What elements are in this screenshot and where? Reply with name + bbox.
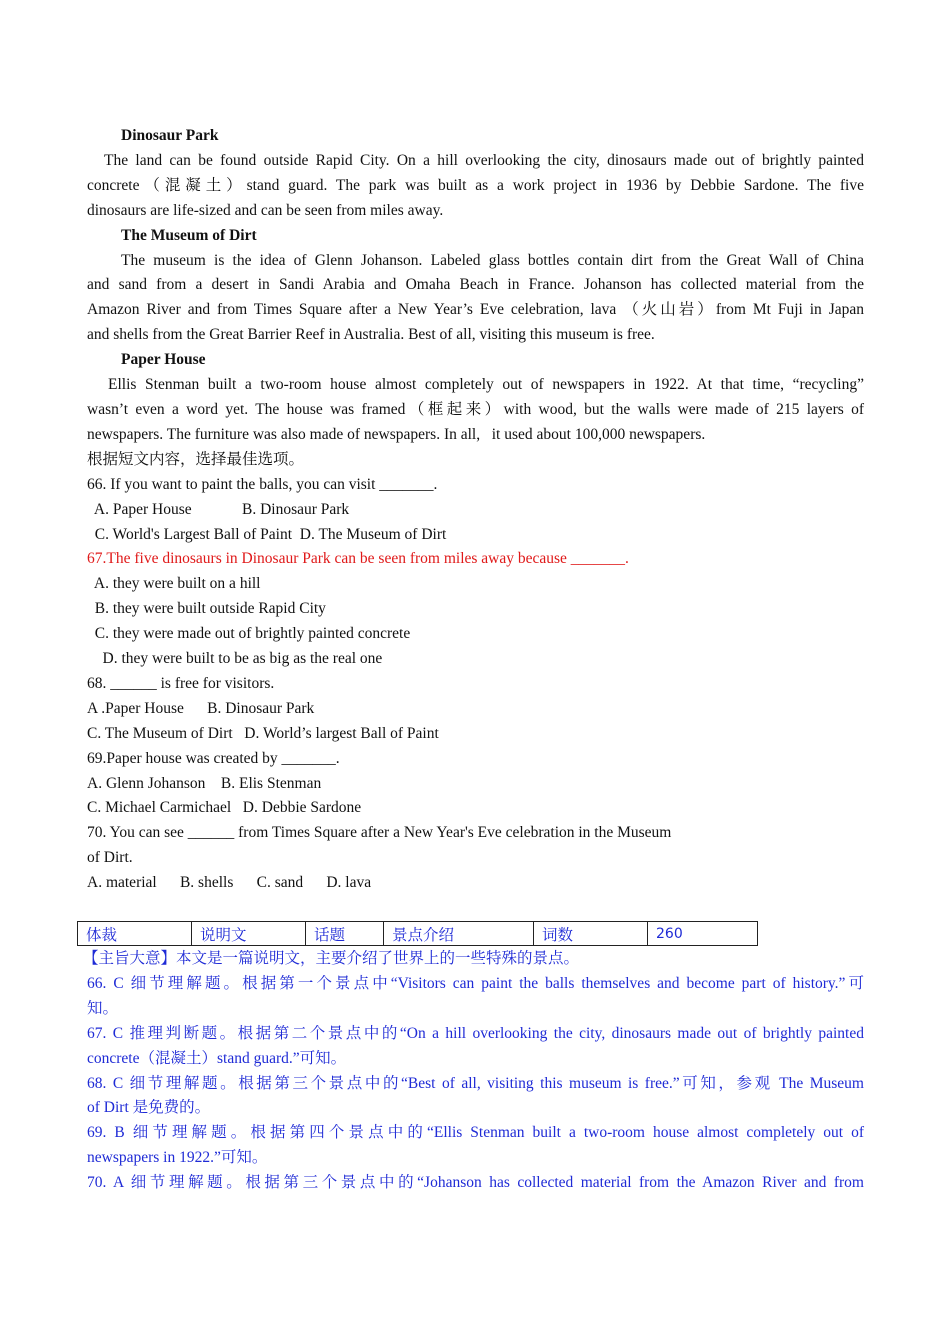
passage-line: and shells from the Great Barrier Reef in Australia. Best of all, visiting this museum is free. bbox=[87, 326, 655, 344]
passage-line: dinosaurs are life-sized and can be seen from miles away. bbox=[87, 201, 444, 219]
question-66: 66. If you want to paint the balls, you can visit _______. bbox=[87, 475, 438, 493]
answer-66: 66. C 细节理解题。根据第一个景点中“Visitors can paint the balls themselves and become part of history.”可 bbox=[87, 974, 864, 992]
answer-68: of Dirt 是免费的。 bbox=[87, 1099, 211, 1117]
passage-line: and sand from a desert in Sandi Arabia and Omaha Beach in France. Johanson has collected material from the bbox=[87, 276, 864, 294]
table-cell-topic-label: 话题 bbox=[306, 922, 384, 946]
table-cell-topic-value: 景点介绍 bbox=[384, 922, 534, 946]
question-67-option: B. they were built outside Rapid City bbox=[87, 600, 326, 618]
passage-line: Ellis Stenman built a two-room house almost completely out of newspapers in 1922. At that time, “recycling” bbox=[108, 376, 864, 394]
passage-info-table bbox=[77, 921, 758, 946]
answer-67: concrete（混凝土）stand guard.”可知。 bbox=[87, 1049, 347, 1067]
passage-line: The land can be found outside Rapid City. On a hill overlooking the city, dinosaurs made out of brightly painted bbox=[104, 151, 864, 169]
answer-67: 67. C 推理判断题。根据第二个景点中的“On a hill overlooking the city, dinosaurs made out of brightly painted bbox=[87, 1024, 864, 1042]
answer-analysis bbox=[83, 947, 864, 1196]
instruction: 根据短文内容，选择最佳选项。 bbox=[87, 450, 305, 468]
question-67-option: C. they were made out of brightly painted concrete bbox=[87, 625, 411, 643]
question-70-options: A. material B. shells C. sand D. lava bbox=[87, 874, 372, 892]
question-68: 68. ______ is free for visitors. bbox=[87, 674, 275, 692]
answer-69: 69. B 细节理解题。根据第四个景点中的“Ellis Stenman built a two-room house almost completely out of bbox=[87, 1124, 864, 1142]
question-69-options: C. Michael Carmichael D. Debbie Sardone bbox=[87, 799, 362, 817]
table-cell-wordcount-value: 260 bbox=[648, 922, 758, 946]
passage-line: concrete（混凝土）stand guard. The park was built as a work project in 1936 by Debbie Sardone. The five bbox=[87, 176, 864, 194]
question-67-option: D. they were built to be as big as the real one bbox=[87, 650, 383, 668]
answer-68: 68. C 细节理解题。根据第三个景点中的“Best of all, visiting this museum is free.”可知，参观 The Museum bbox=[87, 1074, 864, 1092]
question-68-options: A .Paper House B. Dinosaur Park bbox=[87, 699, 315, 717]
answer-66: 知。 bbox=[87, 999, 119, 1017]
answer-70: 70. A 细节理解题。根据第三个景点中的“Johanson has collected material from the Amazon River and from bbox=[87, 1174, 864, 1192]
question-68-options: C. The Museum of Dirt D. World’s largest Ball of Paint bbox=[87, 724, 439, 742]
question-70: 70. You can see ______ from Times Square after a New Year's Eve celebration in the Museum bbox=[87, 824, 672, 842]
table-cell-genre-label: 体裁 bbox=[78, 922, 192, 946]
question-69: 69.Paper house was created by _______. bbox=[87, 749, 340, 767]
question-67: 67.The five dinosaurs in Dinosaur Park can be seen from miles away because _______. bbox=[87, 550, 629, 568]
summary: 【主旨大意】本文是一篇说明文，主要介绍了世界上的一些特殊的景点。 bbox=[83, 950, 580, 967]
passage-line: newspapers. The furniture was also made of newspapers. In all, it used about 100,000 newspapers. bbox=[87, 425, 706, 443]
passage-line: wasn’t even a word yet. The house was framed（框起来）with wood, but the walls were made of 215 layers of bbox=[87, 400, 864, 418]
question-66-options: A. Paper House B. Dinosaur Park bbox=[87, 500, 350, 518]
section-heading-museum-of-dirt: The Museum of Dirt bbox=[121, 226, 257, 244]
table-row bbox=[78, 922, 758, 946]
question-67-option: A. they were built on a hill bbox=[87, 575, 261, 593]
section-heading-dinosaur-park: Dinosaur Park bbox=[121, 127, 219, 144]
section-heading-paper-house: Paper House bbox=[121, 351, 206, 369]
question-69-options: A. Glenn Johanson B. Elis Stenman bbox=[87, 774, 322, 792]
table-cell-wordcount-label: 词数 bbox=[534, 922, 648, 946]
passage-line: The museum is the idea of Glenn Johanson. Labeled glass bottles contain dirt from the Great Wall of China bbox=[121, 251, 864, 269]
answer-69: newspapers in 1922.”可知。 bbox=[87, 1149, 268, 1167]
passage-line: Amazon River and from Times Square after a New Year’s Eve celebration, lava （火山岩）from Mt Fuji in Japan bbox=[87, 301, 864, 319]
table-cell-genre-value: 说明文 bbox=[192, 922, 306, 946]
passage-and-questions bbox=[87, 124, 864, 896]
question-66-options: C. World's Largest Ball of Paint D. The Museum of Dirt bbox=[87, 525, 447, 543]
question-70: of Dirt. bbox=[87, 849, 133, 867]
